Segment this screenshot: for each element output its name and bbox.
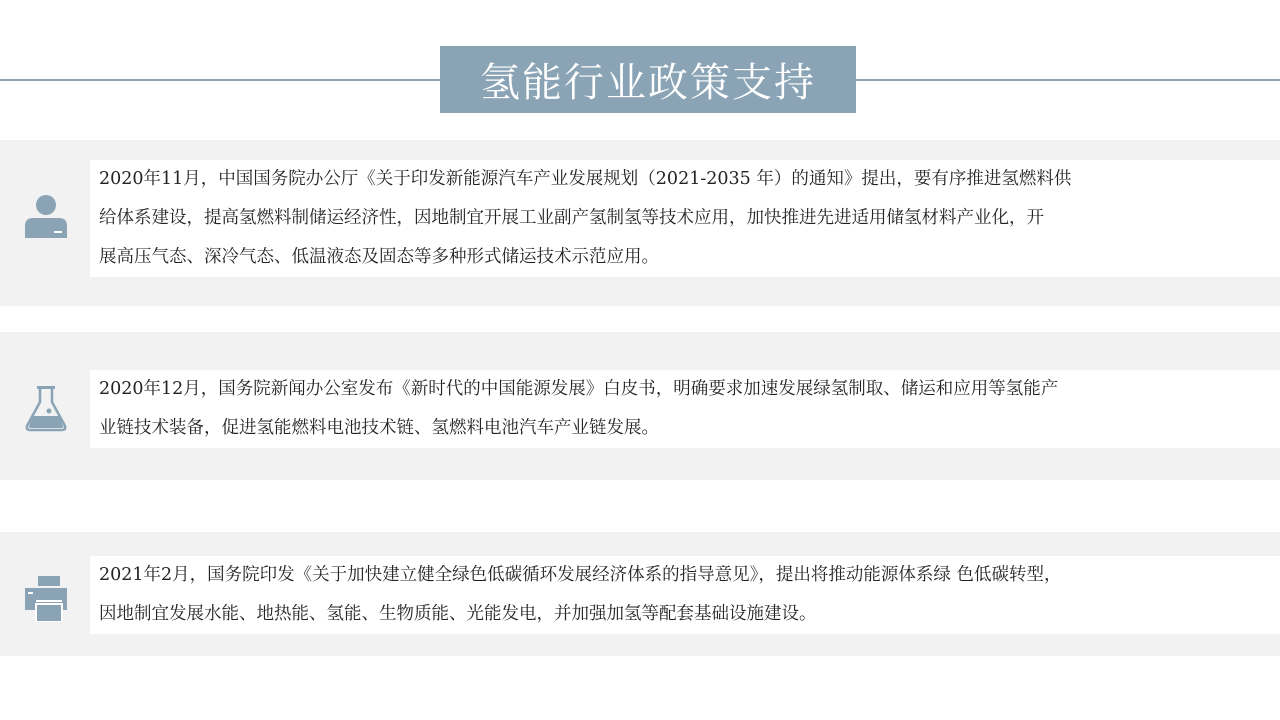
printer-icon (22, 574, 70, 622)
policy-card-3 (0, 532, 1280, 656)
policy-1-line-1: 2020年11月，中国国务院办公厅《关于印发新能源汽车产业发展规划（2021-2035 年）的通知》提出，要有序推进氢燃料供 (99, 169, 1072, 189)
page-title: 氢能行业政策支持 (440, 46, 856, 113)
policy-1-line-3: 展高压气态、深冷气态、低温液态及固态等多种形式储运技术示范应用。 (99, 247, 659, 267)
policy-3-line-1: 2021年2月，国务院印发《关于加快建立健全绿色低碳循环发展经济体系的指导意见》，提出将推动能源体系绿 色低碳转型， (99, 565, 1062, 585)
policy-text-1 (90, 160, 1280, 277)
policy-3-line-2: 因地制宜发展水能、地热能、氢能、生物质能、光能发电，并加强加氢等配套基础设施建设。 (99, 604, 817, 624)
policy-card-1 (0, 140, 1280, 306)
title-line-right (856, 79, 1280, 81)
policy-2-line-2: 业链技术装备，促进氢能燃料电池技术链、氢燃料电池汽车产业链发展。 (99, 418, 659, 438)
flask-icon (22, 384, 70, 432)
title-line-left (0, 79, 440, 81)
policy-text-3 (90, 556, 1280, 634)
policy-1-line-2: 给体系建设，提高氢燃料制储运经济性，因地制宜开展工业副产氢制氢等技术应用，加快推进先进适用储氢材料产业化，开 (99, 208, 1044, 228)
user-icon (22, 192, 70, 240)
policy-card-2 (0, 332, 1280, 480)
policy-2-line-1: 2020年12月，国务院新闻办公室发布《新时代的中国能源发展》白皮书，明确要求加速发展绿氢制取、储运和应用等氢能产 (99, 379, 1059, 399)
policy-text-2 (90, 370, 1280, 448)
